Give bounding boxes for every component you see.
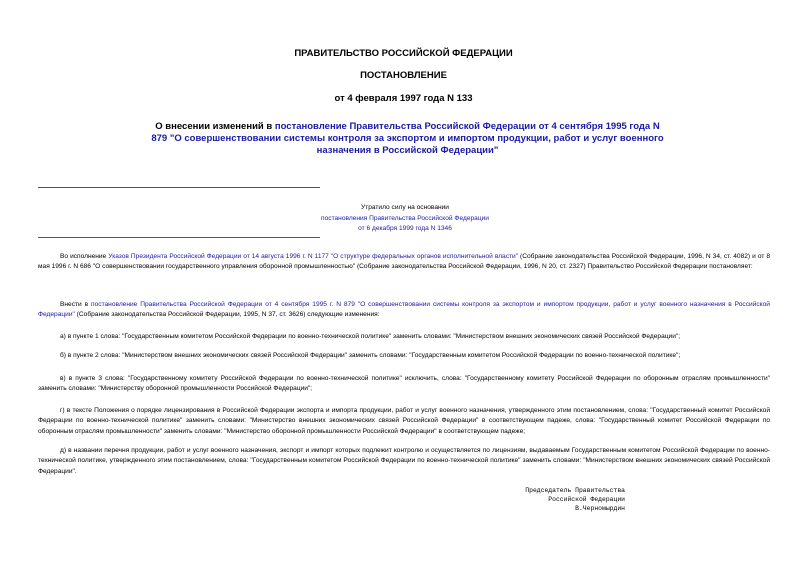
document-type-heading: ПОСТАНОВЛЕНИЕ xyxy=(360,70,447,81)
amend-text-end: (Собрание законодательства Российской Федерации, 1995, N 37, ст. 3626) следующие изменения: xyxy=(74,311,380,319)
paragraph-amend xyxy=(38,300,770,321)
divider-bottom xyxy=(38,237,320,238)
document-title xyxy=(150,121,665,156)
amend-text-start: Внести в xyxy=(60,301,92,308)
item-a: а) в пункте 1 слова: "Государственным комитетом Российской Федерации по военно-технической политике" заменить словами: "Министерством внешних экономических связей Российской Федерации"; xyxy=(60,333,681,340)
divider-top xyxy=(38,187,320,188)
date-number-heading: от 4 февраля 1997 года N 133 xyxy=(334,93,473,104)
item-e: д) в названии перечня продукции, работ и услуг военного назначения, экспорт и импорт которых подлежит контролю и осуществляется по лицензиям, выдаваемым Государственным комитетом Российской Федерации по военно-технической политике, утвержденного этим постановлением, слова: "Государственным комитетом Российской Федерации по военно-технической политике" заменить словами: "Министерством внешних экономических связей Российской Федерации". xyxy=(38,447,770,475)
lost-force-link[interactable] xyxy=(200,214,610,235)
lost-force-link-line1: постановления Правительства Российской Федерации xyxy=(321,214,489,222)
item-d: г) в тексте Положения о порядке лицензирования в Российской Федерации экспорта и импорта продукции, работ и услуг военного назначения, утвержденного этим постановлением, слова: "Государственный комитет Российской Федерации по военно-технической политике" заменить словами: "Министерство внешних экономических связей Российской Федерации" в соответствующем падеже, слова: "Государственный комитет Российской Федерации по оборонным отраслям промышленности" заменить словами: "Министерство оборонной промышленности Российской Федерации" в соответствующем падеже; xyxy=(38,407,770,435)
item-c: в) в пункте 3 слова: "Государственному комитету Российской Федерации по военно-технической политике" исключить, слова: "Государственному комитету Российской Федерации по оборонным отраслям промышленности" заменить словами: "Министерству оборонной промышленности Российской Федерации"; xyxy=(38,375,770,393)
signature-block xyxy=(460,486,625,514)
item-b: б) в пункте 2 слова: "Министерством внешних экономических связей Российской Федерации" заменить словами: "Государственным комитетом Российской Федерации по военно-технической политике"; xyxy=(60,352,681,359)
government-heading: ПРАВИТЕЛЬСТВО РОССИЙСКОЙ ФЕДЕРАЦИИ xyxy=(294,48,513,59)
signature-country: Российской Федерации xyxy=(548,496,625,504)
title-decree-link[interactable]: постановление Правительства Российской Федерации от 4 сентября 1995 года N 879 "О совершенствовании системы контроля за экспортом и импортом продукции, работ и услуг военного назначения в Российской Федерации" xyxy=(151,121,664,156)
presidential-decrees-link[interactable]: Указов Президента Российской Федерации от 14 августа 1996 г. N 1177 "О структуре федеральных органов исполнительной власти" xyxy=(108,253,519,260)
preamble-text-end: (Собрание законодательства Российской Федерации, 1996, N 34, ст. 4082) и от 8 мая 1996 г. N 686 "О совершенствовании государственного управления оборонной промышленностью" (Собрание законодательства Российской Федерации, 1996, N 20, ст. 2327) Правительство Российской Федерации постановляет: xyxy=(38,253,771,271)
lost-force-note xyxy=(200,203,610,235)
lost-force-link-line2: от 6 декабря 1999 года N 1346 xyxy=(358,225,452,232)
amended-decree-link[interactable]: постановление Правительства Российской Федерации от 4 сентября 1995 г. N 879 "О совершенствовании системы контроля за экспортом и импортом продукции, работ и услуг военного назначения в Российской Федерации" xyxy=(38,301,770,319)
paragraph-preamble xyxy=(38,252,770,273)
title-text: О внесении изменений в xyxy=(155,121,275,132)
signature-position: Председатель Правительства xyxy=(525,487,625,494)
signature-name: В.Черномырдин xyxy=(575,505,625,513)
lost-force-text: Утратило силу на основании xyxy=(361,204,449,211)
preamble-text-start: Во исполнение xyxy=(60,253,109,260)
